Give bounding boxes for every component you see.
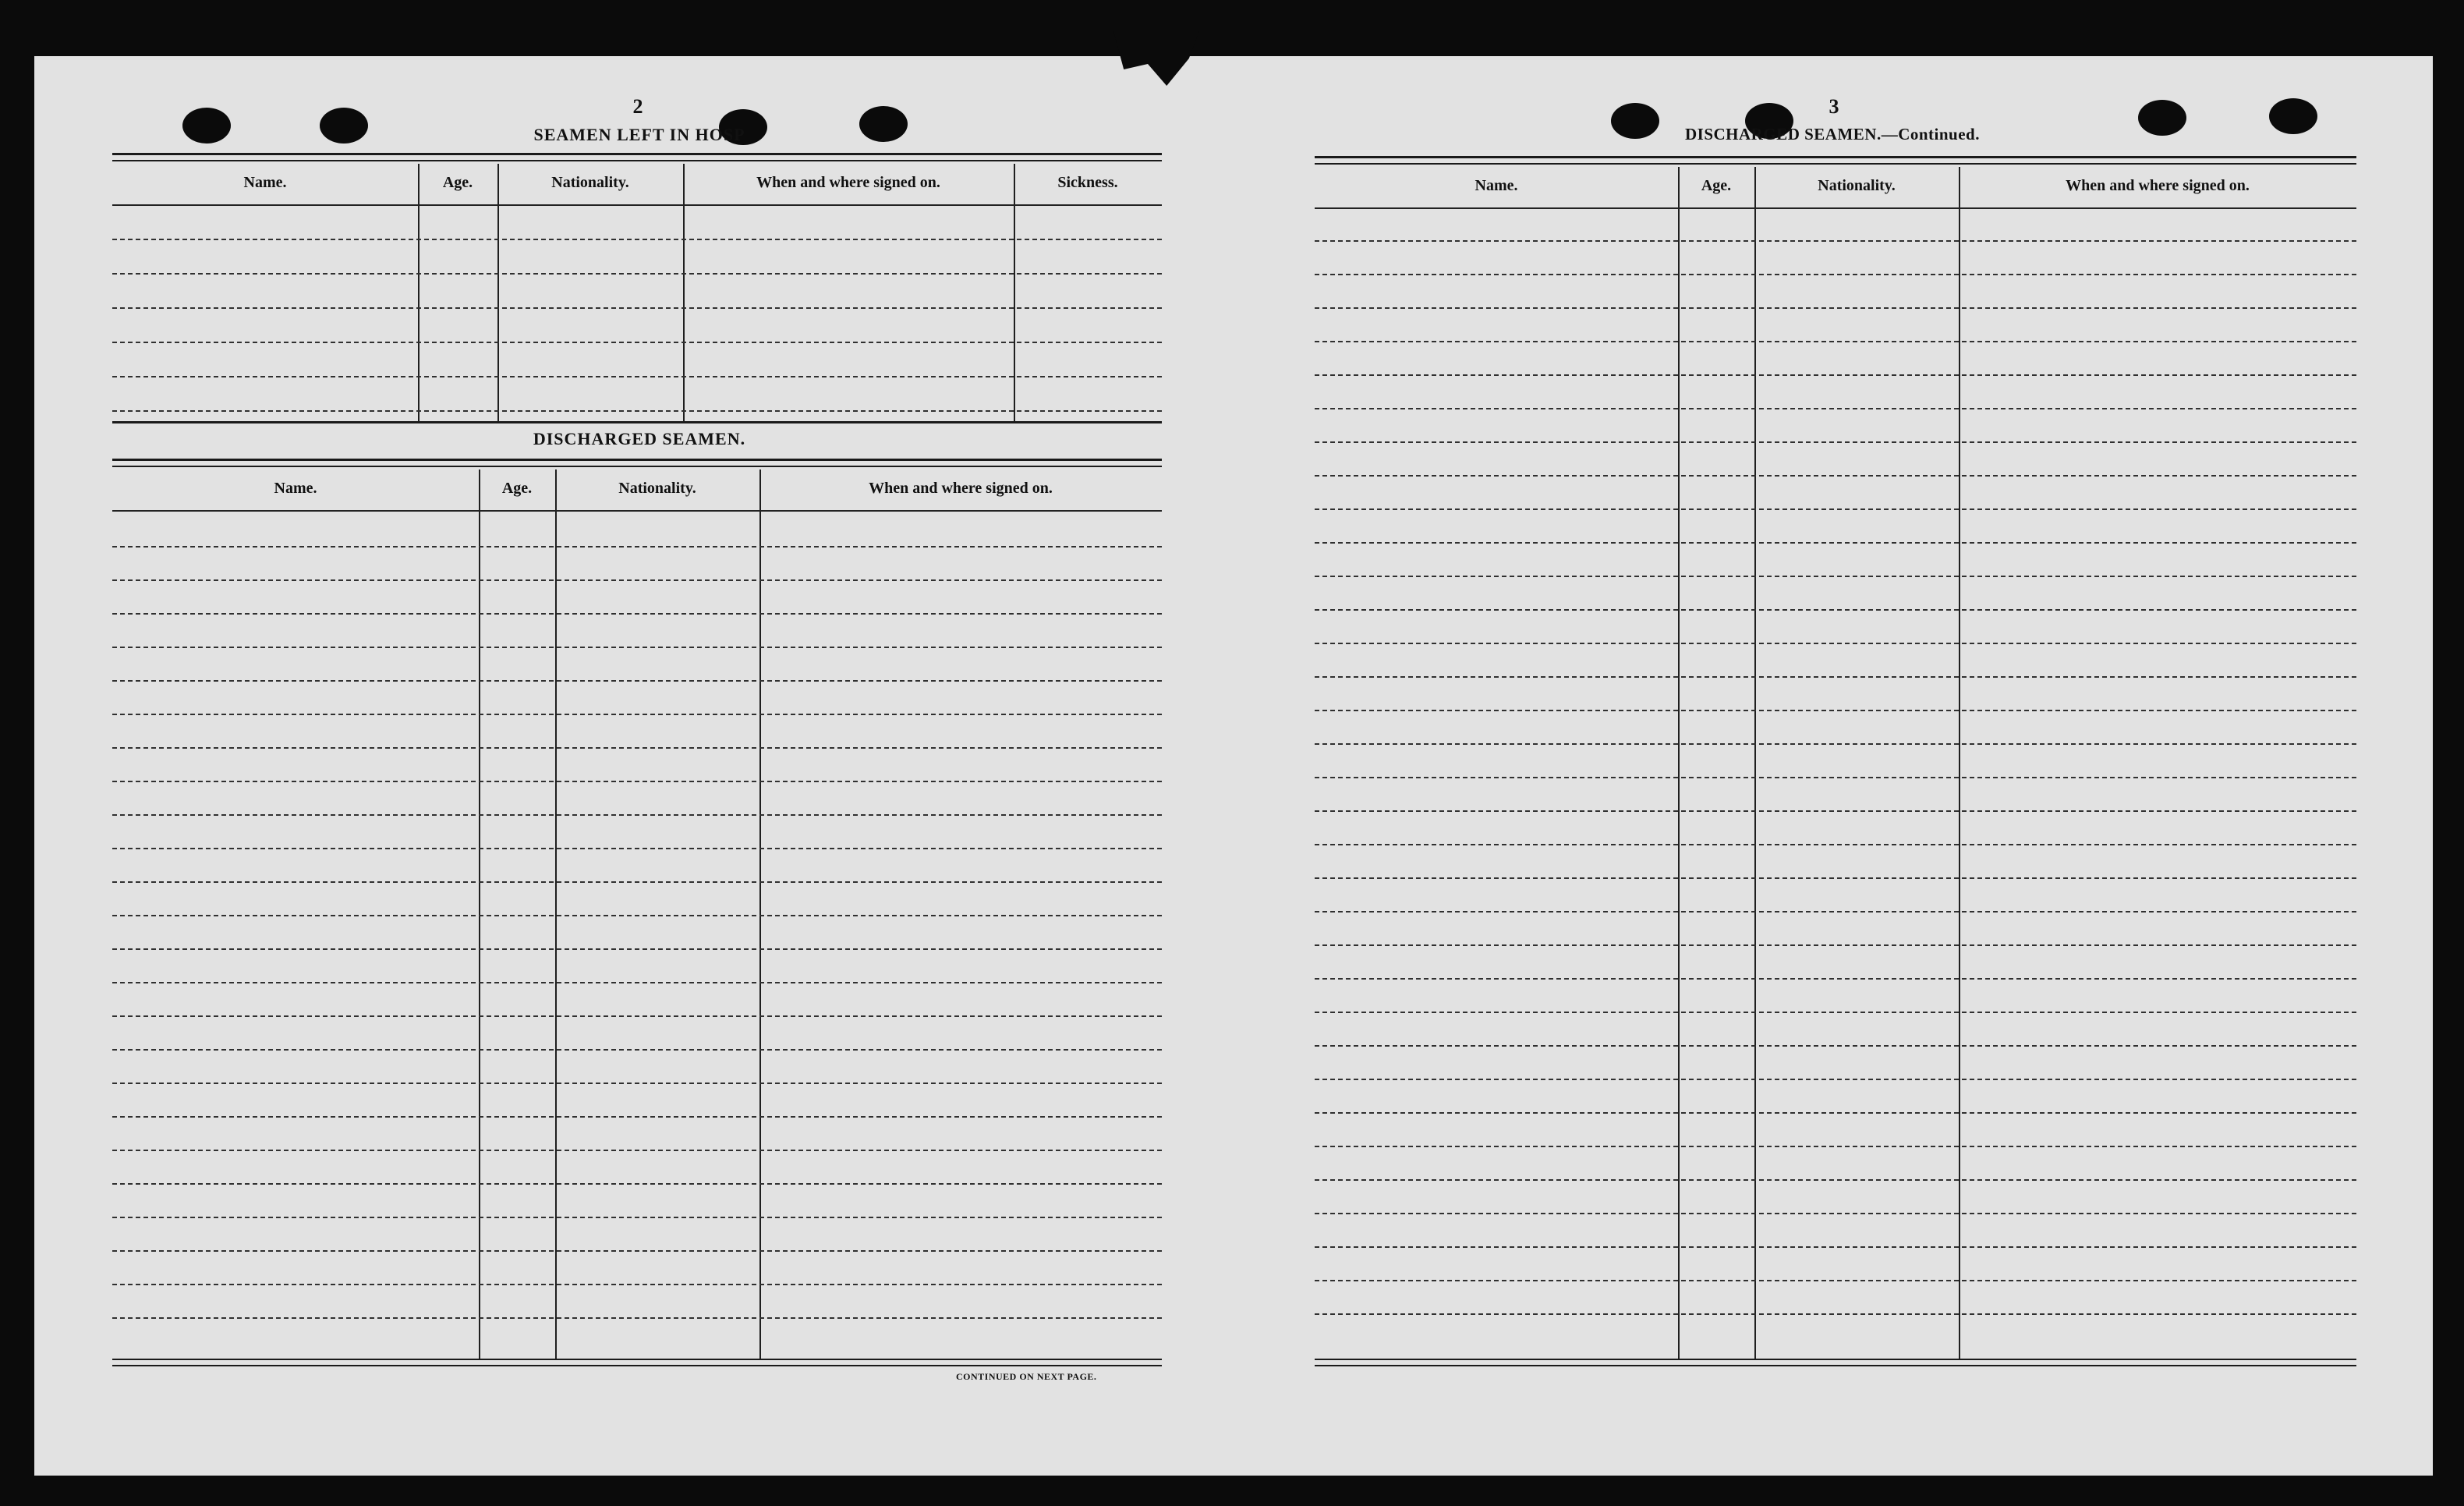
punch-hole [182, 108, 231, 144]
entry-line [112, 881, 1162, 883]
header-underline [112, 510, 1162, 512]
entry-line [1315, 1146, 2356, 1147]
column-divider [555, 470, 557, 1359]
entry-line [1315, 475, 2356, 477]
column-header-signed-on: When and where signed on. [2066, 177, 2250, 194]
entry-line [1315, 341, 2356, 342]
entry-line [1315, 1280, 2356, 1281]
column-header-name: Name. [243, 174, 287, 191]
column-header-nationality: Nationality. [1818, 177, 1896, 194]
entry-line [112, 1284, 1162, 1285]
entry-line [1315, 911, 2356, 912]
header-underline [1315, 207, 2356, 209]
entry-line [1315, 274, 2356, 275]
header-underline [112, 204, 1162, 206]
discharged-continued-title: DISCHARGED SEAMEN.—Continued. [1685, 125, 1980, 144]
column-divider [479, 470, 480, 1359]
entry-line [112, 1183, 1162, 1185]
punch-hole [2138, 100, 2186, 136]
entry-line [112, 680, 1162, 682]
column-header-nationality: Nationality. [551, 174, 629, 191]
entry-line [1315, 1213, 2356, 1214]
punch-hole [320, 108, 368, 144]
entry-line [112, 410, 1162, 412]
entry-line [1315, 743, 2356, 745]
entry-line [1315, 978, 2356, 980]
entry-line [112, 647, 1162, 648]
entry-line [112, 613, 1162, 615]
section-rule [1315, 156, 2356, 158]
entry-line [112, 376, 1162, 377]
column-header-nationality: Nationality. [618, 480, 696, 497]
column-header-age: Age. [1701, 177, 1732, 194]
entry-line [112, 1250, 1162, 1252]
table-bottom-rule [1315, 1365, 2356, 1366]
table-bottom-rule [112, 1365, 1162, 1366]
entry-line [112, 948, 1162, 950]
entry-line [1315, 542, 2356, 544]
entry-line [1315, 710, 2356, 711]
entry-line [112, 342, 1162, 343]
entry-line [1315, 1112, 2356, 1114]
entry-line [1315, 307, 2356, 309]
entry-line [112, 1150, 1162, 1151]
entry-line [1315, 643, 2356, 644]
column-divider [418, 164, 420, 421]
entry-line [1315, 441, 2356, 443]
section-rule [112, 459, 1162, 461]
section-rule [112, 421, 1162, 423]
entry-line [1315, 240, 2356, 242]
discharged-table-right [1315, 167, 2356, 1359]
entry-line [112, 982, 1162, 983]
entry-line [1315, 576, 2356, 577]
column-header-name: Name. [274, 480, 317, 497]
column-header-signed-on: When and where signed on. [869, 480, 1053, 497]
hospital-table [112, 164, 1162, 421]
entry-line [112, 546, 1162, 547]
entry-line [1315, 777, 2356, 778]
entry-line [1315, 408, 2356, 409]
entry-line [1315, 1313, 2356, 1315]
entry-line [1315, 944, 2356, 946]
section-rule [1315, 163, 2356, 165]
entry-line [112, 747, 1162, 749]
column-header-age: Age. [442, 174, 473, 191]
column-divider [759, 470, 761, 1359]
entry-line [1315, 1246, 2356, 1248]
entry-line [112, 579, 1162, 581]
entry-line [1315, 508, 2356, 510]
column-header-sickness: Sickness. [1057, 174, 1118, 191]
discharged-table-left [112, 470, 1162, 1359]
entry-line [112, 915, 1162, 916]
page-number-right: 3 [1829, 95, 1839, 118]
entry-line [1315, 1179, 2356, 1181]
continued-note: CONTINUED ON NEXT PAGE. [956, 1371, 1097, 1382]
table-bottom-rule [112, 1359, 1162, 1360]
entry-line [112, 273, 1162, 275]
entry-line [112, 848, 1162, 849]
entry-line [1315, 676, 2356, 678]
entry-line [112, 307, 1162, 309]
entry-line [1315, 374, 2356, 376]
entry-line [112, 1015, 1162, 1017]
entry-line [1315, 810, 2356, 812]
table-bottom-rule [1315, 1359, 2356, 1360]
column-divider [497, 164, 499, 421]
entry-line [112, 239, 1162, 240]
section-rule [112, 466, 1162, 467]
punch-hole [859, 106, 908, 142]
discharged-section-title: DISCHARGED SEAMEN. [533, 429, 746, 448]
entry-line [112, 1083, 1162, 1084]
punch-hole [2269, 98, 2317, 134]
entry-line [112, 1049, 1162, 1051]
entry-line [112, 781, 1162, 782]
entry-line [1315, 1045, 2356, 1047]
entry-line [112, 1116, 1162, 1118]
entry-line [1315, 609, 2356, 611]
column-header-age: Age. [501, 480, 533, 497]
column-divider [683, 164, 685, 421]
entry-line [1315, 1079, 2356, 1080]
section-rule [112, 160, 1162, 161]
entry-line [1315, 844, 2356, 845]
column-header-name: Name. [1475, 177, 1518, 194]
entry-line [112, 1317, 1162, 1319]
entry-line [112, 1217, 1162, 1218]
entry-line [112, 814, 1162, 816]
entry-line [1315, 1012, 2356, 1013]
column-divider [1014, 164, 1015, 421]
hospital-section-title: SEAMEN LEFT IN HOSP [533, 125, 745, 144]
column-header-signed-on: When and where signed on. [756, 174, 940, 191]
section-rule [112, 153, 1162, 155]
page-number-left: 2 [632, 95, 643, 118]
entry-line [1315, 877, 2356, 879]
entry-line [112, 714, 1162, 715]
